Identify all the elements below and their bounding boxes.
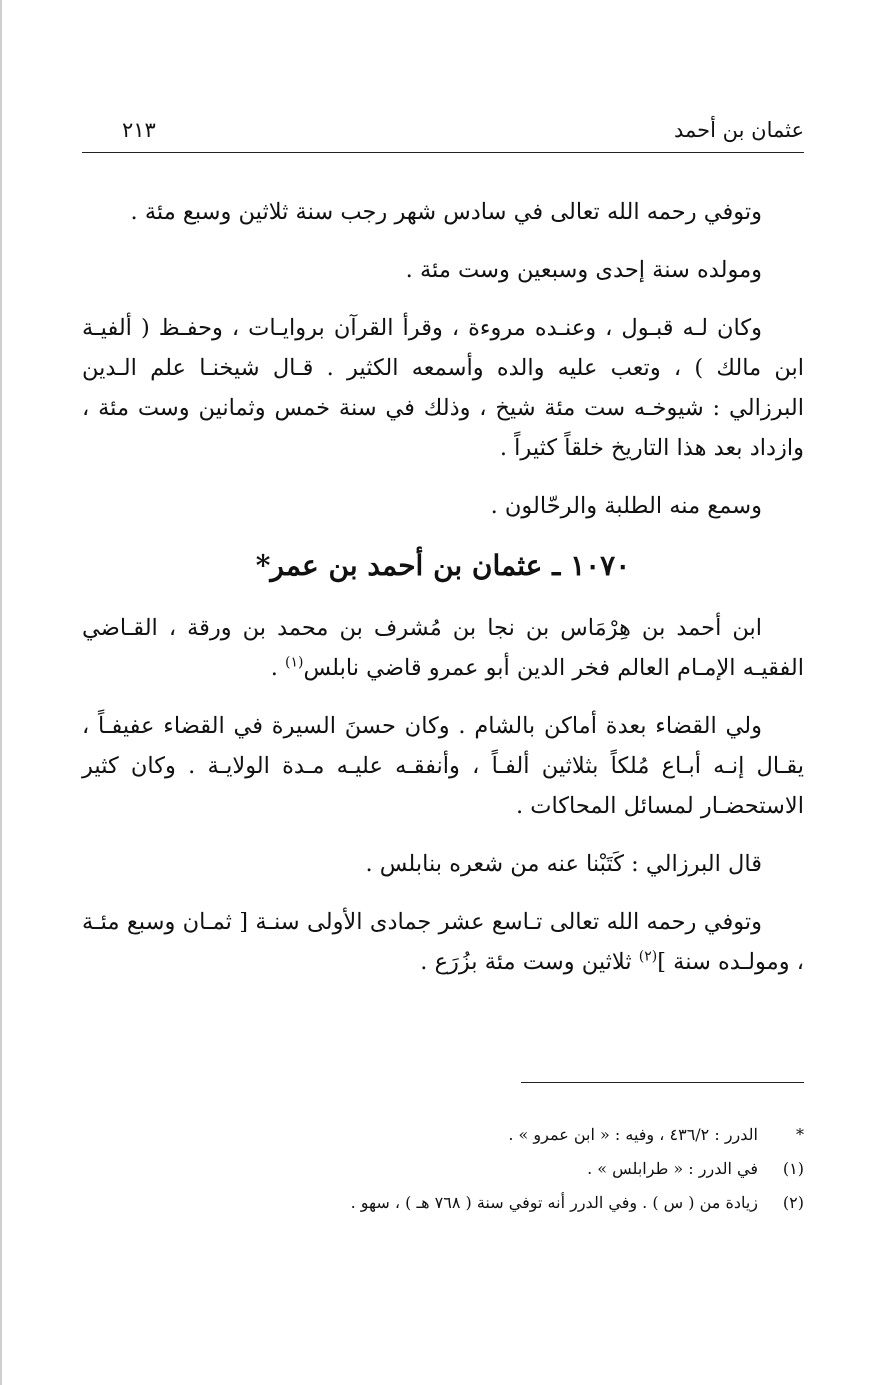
main-text — [82, 192, 804, 1000]
footnote-ref-1: (١) — [285, 654, 304, 671]
running-head — [82, 118, 804, 153]
scan-edge — [0, 0, 2, 1385]
paragraph-biography: وكان لـه قبـول ، وعنـده مروءة ، وقرأ القرآن بروايـات ، وحفـظ ( ألفيـة ابن مالك ) ، وتعب عليه والده وأسمعه الكثير . قـال شيخنـا علم الـدين البرزالي : شيوخـه ست مئة شيخ ، وذلك في سنة خمس وثمانين وست مئة ، وازداد بعد هذا التاريخ خلقاً كثيراً . — [82, 315, 804, 461]
footnote-2 — [82, 1186, 804, 1220]
footnote-text: زيادة من ( س ) . وفي الدرر أنه توفي سنة ( ٧٦٨ هـ ) ، سهو . — [350, 1193, 758, 1212]
lineage-text: ابن أحمد بن هِرْمَاس بن نجا بن مُشرف بن محمد بن ورقة ، القـاضي الفقيـه الإمـام العالم فخر الدين أبو عمرو قاضي نابلس — [82, 615, 804, 681]
footnote-star — [82, 1118, 804, 1152]
footnote-divider — [521, 1082, 804, 1083]
footnote-text: الدرر : ٤٣٦/٢ ، وفيه : « ابن عمرو » . — [508, 1125, 758, 1144]
entry-paragraph-lineage — [82, 608, 804, 688]
footnote-mark: (١) — [782, 1159, 804, 1178]
footnote-text: في الدرر : « طرابلس » . — [587, 1159, 758, 1178]
lineage-end: . — [270, 655, 285, 681]
footnotes — [82, 1118, 804, 1220]
footnote-mark: (٢) — [782, 1193, 804, 1212]
death-text-end: ثلاثين وست مئة بزُرَع . — [420, 949, 639, 975]
entry-paragraph-judgeship: ولي القضاء بعدة أماكن بالشام . وكان حسنَ السيرة في القضاء عفيفـاً ، يقـال إنـه أبـاع مُلكاً بثلاثين ألفـاً ، وأنفقـه عليـه مـدة الولايـة . وكان كثير الاستحضـار لمسائل المحاكات . — [82, 713, 804, 819]
death-text: وتوفي رحمه الله تعالى تـاسع عشر جمادى الأولى سنـة [ ثمـان وسبع مئـة ، ومولـده سنة ] — [82, 909, 804, 975]
entry-paragraph-poetry: قال البرزالي : كَتَبْنا عنه من شعره بنابلس . — [365, 851, 762, 877]
footnote-ref-2: (٢) — [638, 948, 658, 965]
page-number: ٢١٣ — [122, 118, 156, 142]
paragraph-students: وسمع منه الطلبة والرحّالون . — [490, 493, 762, 519]
running-title: عثمان بن أحمد — [674, 118, 804, 142]
paragraph-birth-date: ومولده سنة إحدى وسبعين وست مئة . — [405, 257, 762, 283]
paragraph-death-date: وتوفي رحمه الله تعالى في سادس شهر رجب سنة ثلاثين وسبع مئة . — [130, 199, 762, 225]
entry-paragraph-death — [82, 902, 804, 982]
footnote-1 — [82, 1152, 804, 1186]
entry-heading: ١٠٧٠ ـ عثمان بن أحمد بن عمر* — [255, 549, 631, 582]
footnote-mark: * — [796, 1125, 804, 1144]
